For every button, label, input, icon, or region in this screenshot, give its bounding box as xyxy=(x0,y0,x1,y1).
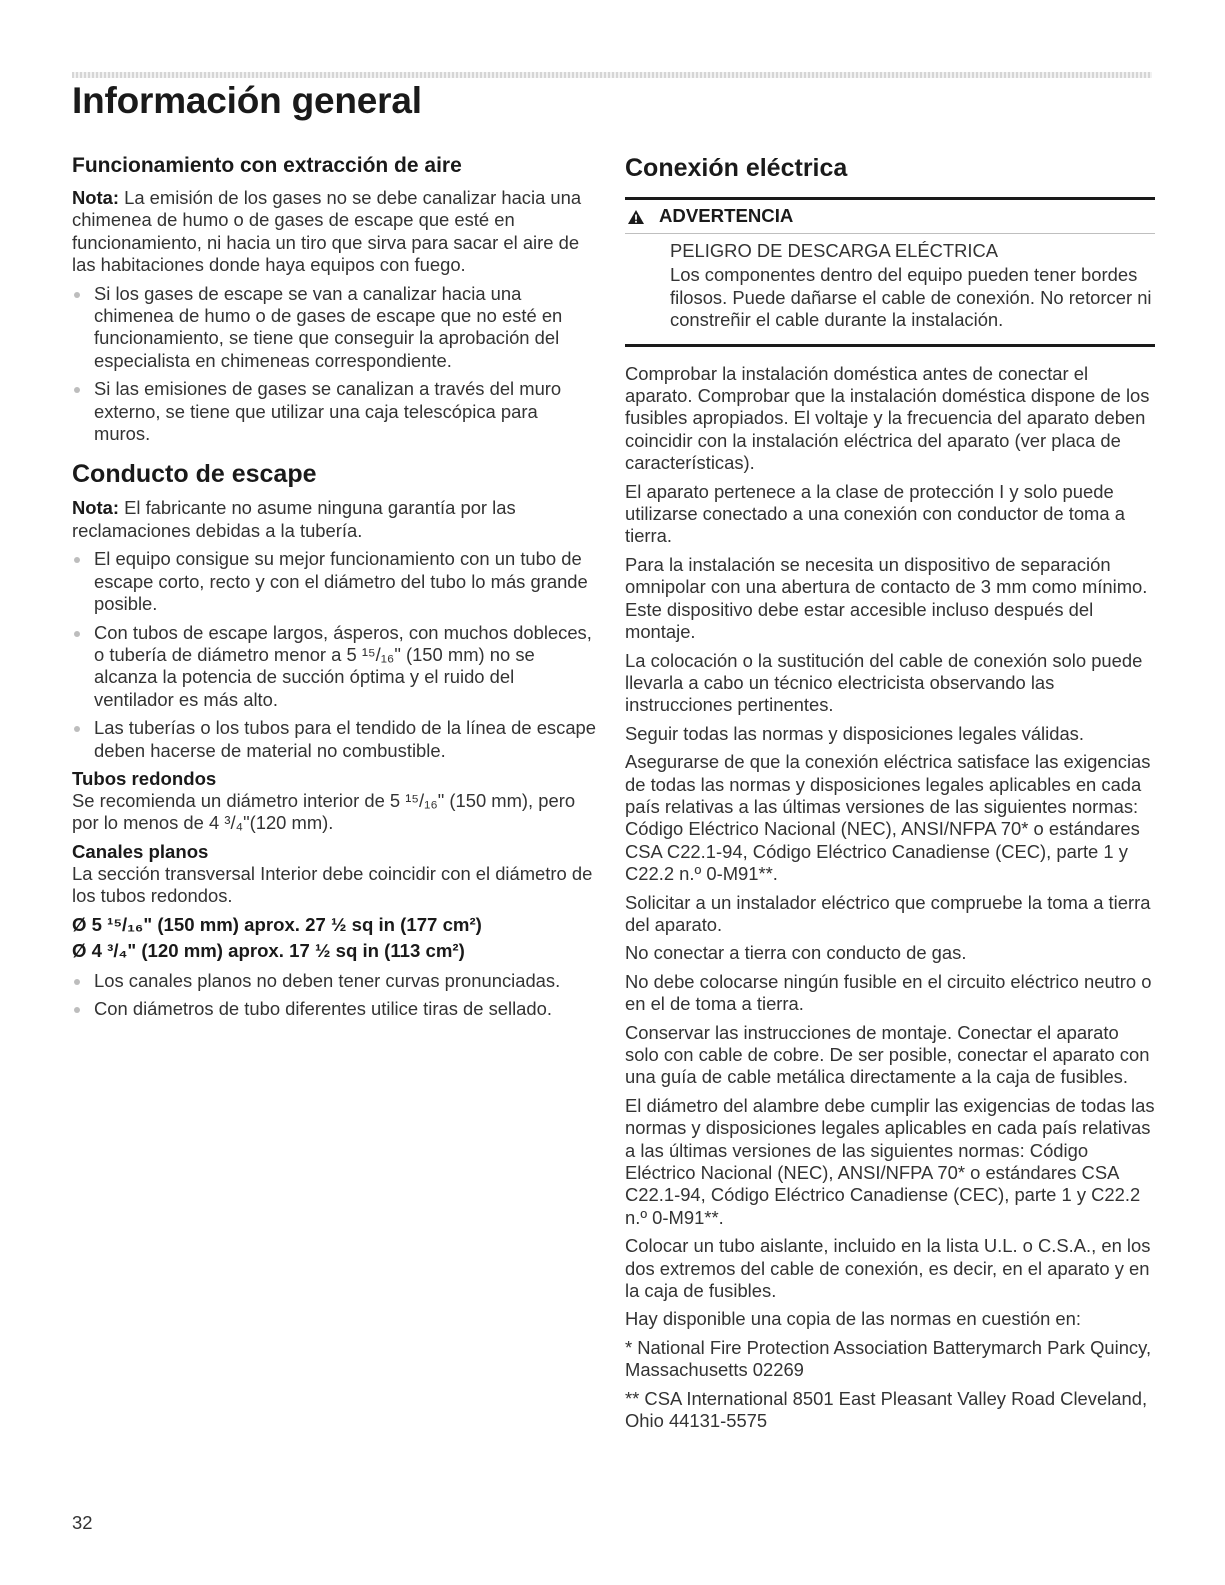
bullet-list-exhaust-duct xyxy=(72,548,597,762)
note-extraction xyxy=(72,187,597,277)
warning-triangle-icon xyxy=(625,209,659,225)
round-tubes-text: Se recomienda un diámetro interior de 5 ¹⁵/₁₆" (150 mm), pero por lo menos de 4 ³/₄"(120 mm). xyxy=(72,789,576,834)
warning-header xyxy=(625,200,1155,234)
warning-box xyxy=(625,197,1155,347)
section-heading-electrical: Conexión eléctrica xyxy=(625,154,848,182)
paragraph: No debe colocarse ningún fusible en el circuito eléctrico neutro o en el de toma a tierra. xyxy=(625,970,1152,1015)
subheading-round-tubes: Tubos redondos xyxy=(72,767,217,789)
warning-title: ADVERTENCIA xyxy=(659,205,794,227)
list-item: Si los gases de escape se van a canalizar hacia una chimenea de humo o de gases de escape que no esté en funcionamiento, se tiene que conseguir la aprobación del especialista en chimeneas correspondiente. xyxy=(72,283,597,373)
paragraph: Comprobar la instalación doméstica antes de conectar el aparato. Comprobar que la instalación doméstica dispone de los fusibles apropiados. El voltaje y la frecuencia del aparato deben coincidir con la instalación eléctrica del aparato (ver placa de características). xyxy=(625,362,1150,474)
warning-body xyxy=(625,240,1155,332)
note-text: La emisión de los gases no se debe canalizar hacia una chimenea de humo o de gases de escape que esté en funcionamiento, ni hacia un tiro que sirva para sacar el aire de las habitaciones donde haya equipos con fuego. xyxy=(72,187,582,276)
list-item: El equipo consigue su mejor funcionamiento con un tubo de escape corto, recto y con el diámetro del tubo lo más grande posible. xyxy=(72,548,597,615)
note-label: Nota: xyxy=(72,187,119,208)
paragraph: No conectar a tierra con conducto de gas. xyxy=(625,942,967,964)
warning-subtitle: PELIGRO DE DESCARGA ELÉCTRICA xyxy=(670,240,999,261)
paragraph: Para la instalación se necesita un dispositivo de separación omnipolar con una abertura de contacto de 3 mm como mínimo. Este dispositivo debe estar accesible incluso después del montaje. xyxy=(625,553,1148,643)
paragraph: Solicitar a un instalador eléctrico que compruebe la toma a tierra del aparato. xyxy=(625,891,1151,935)
right-column xyxy=(625,153,1155,1439)
bullet-list-extraction xyxy=(72,283,597,446)
page-number: 32 xyxy=(72,1512,93,1533)
paragraph: Colocar un tubo aislante, incluido en la lista U.L. o C.S.A., en los dos extremos del cable de conexión, es decir, en el aparato y en la caja de fusibles. xyxy=(625,1235,1151,1302)
flat-channels-text: La sección transversal Interior debe coincidir con el diámetro de los tubos redondos. xyxy=(72,862,593,907)
formula-150mm: Ø 5 ¹⁵/₁₆" (150 mm) aprox. 27 ½ sq in (177 cm²) xyxy=(72,913,482,935)
left-column xyxy=(72,153,597,1026)
note-label: Nota: xyxy=(72,497,119,519)
paragraph: El diámetro del alambre debe cumplir las exigencias de todas las normas y disposiciones legales aplicables en cada país relativas a las últimas versiones de las siguientes normas: Código Eléctrico Nacional (NEC), ANSI/NFPA 70* o estándares CSA C22.1-94, Código Eléctrico Canadiense (CEC), parte 1 y C22.2 n.º 0-M91**. xyxy=(625,1094,1155,1228)
subheading-flat-channels: Canales planos xyxy=(72,840,209,862)
page-title: Información general xyxy=(72,80,422,121)
paragraph: Hay disponible una copia de las normas en cuestión en: xyxy=(625,1308,1081,1330)
bullet-list-flat-channels xyxy=(72,970,597,1021)
paragraph: La colocación o la sustitución del cable de conexión solo puede llevarla a cabo un técnico electricista observando las instrucciones pertinentes. xyxy=(625,649,1143,716)
paragraph: El aparato pertenece a la clase de protección I y solo puede utilizarse conectado a una conexión con conductor de toma a tierra. xyxy=(625,480,1125,547)
note-text: El fabricante no asume ninguna garantía por las reclamaciones debidas a la tubería. xyxy=(72,497,516,541)
warning-text: Los componentes dentro del equipo pueden tener bordes filosos. Puede dañarse el cable de conexión. No retorcer ni constreñir el cable durante la instalación. xyxy=(670,264,1152,331)
list-item: Si las emisiones de gases se canalizan a través del muro externo, se tiene que utilizar una caja telescópica para muros. xyxy=(72,378,597,445)
list-item: Los canales planos no deben tener curvas pronunciadas. xyxy=(72,970,597,992)
top-decorative-rule xyxy=(72,72,1152,78)
list-item: Las tuberías o los tubos para el tendido de la línea de escape deben hacerse de material no combustible. xyxy=(72,717,597,762)
note-exhaust-duct xyxy=(72,497,597,542)
list-item: Con diámetros de tubo diferentes utilice tiras de sellado. xyxy=(72,998,597,1020)
paragraph: ** CSA International 8501 East Pleasant Valley Road Cleveland, Ohio 44131-5575 xyxy=(625,1387,1148,1432)
paragraph: * National Fire Protection Association Batterymarch Park Quincy, Massachusetts 02269 xyxy=(625,1336,1152,1381)
section-heading-extraction: Funcionamiento con extracción de aire xyxy=(72,154,462,177)
formula-120mm: Ø 4 ³/₄" (120 mm) aprox. 17 ½ sq in (113 cm²) xyxy=(72,939,465,961)
list-item: Con tubos de escape largos, ásperos, con muchos dobleces, o tubería de diámetro menor a 5 ¹⁵/₁₆" (150 mm) no se alcanza la potencia de succión óptima y el ruido del ventilador es más alto. xyxy=(72,622,597,712)
section-heading-exhaust-duct: Conducto de escape xyxy=(72,460,317,489)
paragraph: Conservar las instrucciones de montaje. Conectar el aparato solo con cable de cobre. De ser posible, conectar el aparato con una guía de cable metálica directamente a la caja de fusibles. xyxy=(625,1021,1150,1088)
paragraph: Asegurarse de que la conexión eléctrica satisface las exigencias de todas las normas y disposiciones legales aplicables en cada país relativas a las últimas versiones de las siguientes normas: Código Eléctrico Nacional (NEC), ANSI/NFPA 70* o estándares CSA C22.1-94, Código Eléctrico Canadiense (CEC), parte 1 y C22.2 n.º 0-M91**. xyxy=(625,751,1151,885)
paragraph: Seguir todas las normas y disposiciones legales válidas. xyxy=(625,722,1084,744)
electrical-paragraphs xyxy=(625,363,1155,1433)
